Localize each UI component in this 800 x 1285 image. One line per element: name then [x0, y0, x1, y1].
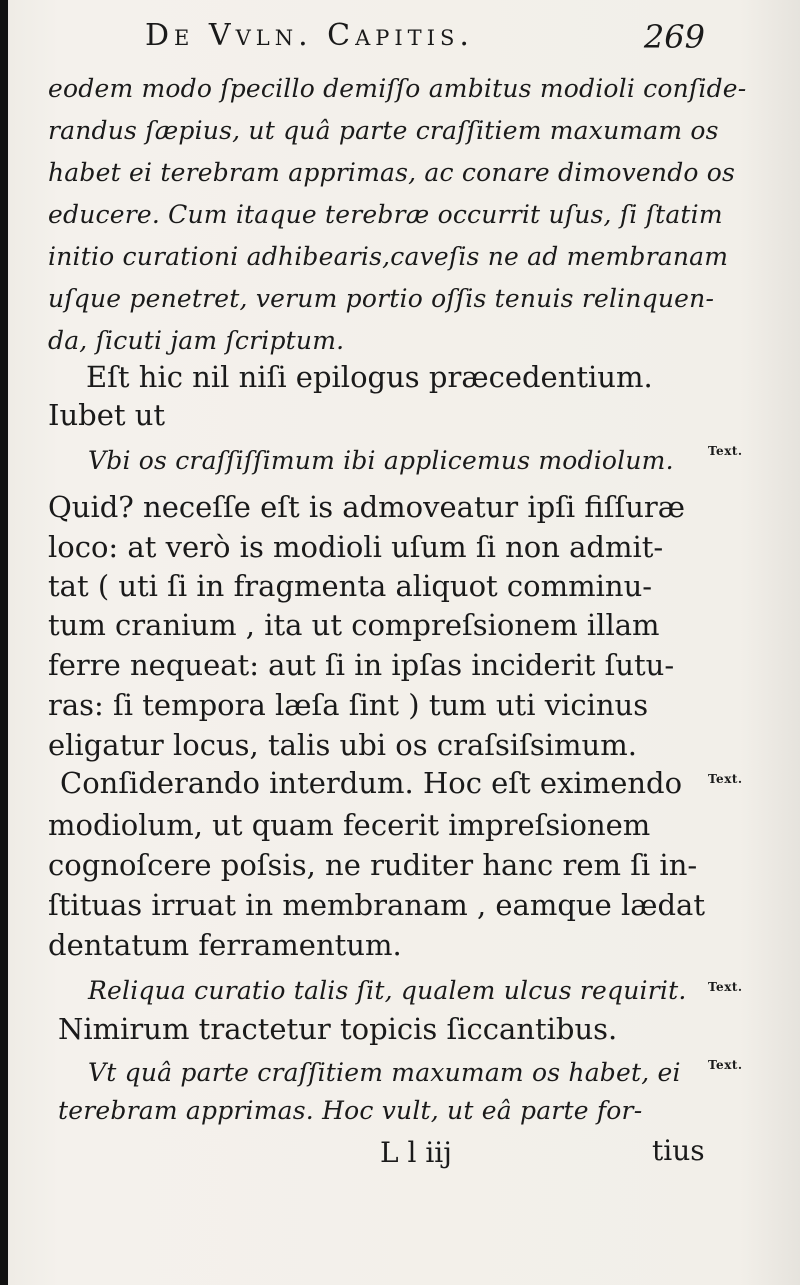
text-line: loco: at verò is modioli uſum ſi non admit-: [48, 530, 664, 564]
text-line: ras: ſi tempora læſa ſint ) tum uti vicinus: [48, 688, 649, 722]
text-line: eodem modo ſpecillo demiſſo ambitus modioli conſide-: [48, 74, 747, 103]
catchword: tius: [652, 1134, 705, 1167]
text-line: terebram apprimas. Hoc vult, ut eâ parte for-: [58, 1096, 643, 1125]
text-line: Quid? neceſſe eſt is admoveatur ipſi fiſſuræ: [48, 490, 686, 524]
text-line: Eſt hic nil niſi epilogus præcedentium.: [86, 360, 653, 394]
text-line: da, ſicuti jam ſcriptum.: [48, 326, 345, 355]
signature-mark: L l iij: [380, 1136, 452, 1169]
page-number: 269: [643, 18, 705, 56]
text-line: ferre nequeat: aut ſi in ipſas inciderit ſutu-: [48, 648, 675, 682]
running-head: [145, 18, 705, 62]
running-title: De Vvln. Capitis.: [145, 18, 474, 53]
text-line: cognoſcere poſsis, ne ruditer hanc rem ſi in-: [48, 848, 698, 882]
text-line: Nimirum tractetur topicis ſiccantibus.: [58, 1012, 618, 1046]
lemma-line: Vbi os craſſiſſimum ibi applicemus modiolum.: [88, 446, 674, 475]
text-line: tum cranium , ita ut compreſsionem illam: [48, 608, 660, 642]
text-line: habet ei terebram apprimas, ac conare dimovendo os: [48, 158, 736, 187]
text-line: initio curationi adhibearis,caveſis ne ad membranam: [48, 242, 729, 271]
text-line: educere. Cum itaque terebræ occurrit uſus, ſi ſtatim: [48, 200, 723, 229]
text-line: eligatur locus, talis ubi os craſsiſsimum.: [48, 728, 637, 762]
text-line: Iubet ut: [48, 398, 166, 432]
text-line: uſque penetret, verum portio oſſis tenuis relinquen-: [48, 284, 715, 313]
margin-note: Text.: [708, 980, 743, 994]
margin-note: Text.: [708, 444, 743, 458]
lemma-line: Conſiderando interdum. Hoc eſt eximendo: [60, 766, 683, 800]
text-line: modiolum, ut quam fecerit impreſsionem: [48, 808, 651, 842]
lemma-line: Reliqua curatio talis ſit, qualem ulcus requirit.: [88, 976, 687, 1005]
margin-note: Text.: [708, 772, 743, 786]
text-line: ſtituas irruat in membranam , eamque lædat: [48, 888, 706, 922]
text-line: randus ſæpius, ut quâ parte craſſitiem maxumam os: [48, 116, 719, 145]
lemma-line: Vt quâ parte craſſitiem maxumam os habet, ei: [88, 1058, 681, 1087]
margin-note: Text.: [708, 1058, 743, 1072]
text-line: tat ( uti ſi in fragmenta aliquot comminu-: [48, 569, 653, 603]
text-line: dentatum ferramentum.: [48, 928, 402, 962]
